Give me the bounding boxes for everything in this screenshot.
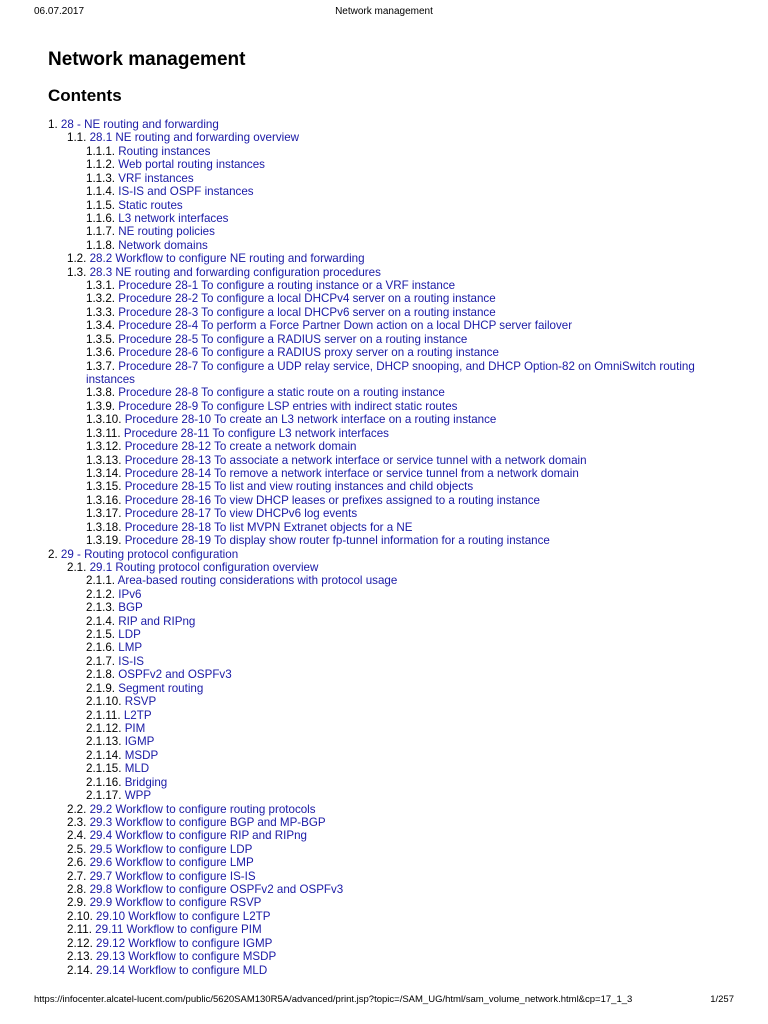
toc-entry: [48, 923, 738, 936]
toc-entry-number: 2.6.: [67, 856, 87, 870]
toc-entry-link[interactable]: WPP: [124, 789, 152, 803]
toc-entry-number: 2.1.7.: [86, 654, 116, 668]
toc-entry: [48, 668, 738, 681]
toc-entry: [48, 776, 738, 789]
toc-entry: [48, 615, 738, 628]
toc-entry-number: 2.1.13.: [86, 735, 122, 749]
toc-entry-link[interactable]: Procedure 28-8 To configure a static route on a routing instance: [118, 386, 445, 400]
toc-entry-link[interactable]: Area-based routing considerations with protocol usage: [117, 574, 398, 588]
toc-entry-number: 1.1.2.: [86, 158, 116, 172]
toc-entry-link[interactable]: 28.2 Workflow to configure NE routing and forwarding: [89, 252, 365, 266]
toc-entry: [48, 950, 738, 963]
toc-entry: [48, 803, 738, 816]
toc-entry-number: 2.4.: [67, 829, 87, 843]
toc-entry-number: 2.10.: [67, 909, 93, 923]
toc-entry: [48, 548, 738, 561]
toc-entry: [48, 185, 738, 198]
toc-entry-link[interactable]: MLD: [124, 762, 150, 776]
toc-entry-number: 2.1.16.: [86, 775, 122, 789]
toc-entry-number: 1.3.17.: [86, 507, 122, 521]
toc-entry-link[interactable]: BGP: [118, 601, 143, 615]
toc-entry: [48, 346, 738, 359]
page-number: 1/257: [710, 994, 734, 1005]
table-of-contents: [48, 118, 738, 977]
toc-entry-link[interactable]: 28.3 NE routing and forwarding configuration procedures: [89, 265, 381, 279]
toc-entry: [48, 400, 738, 413]
toc-entry: [48, 762, 738, 775]
toc-entry: [48, 574, 738, 587]
toc-entry: [48, 172, 738, 185]
toc-entry-link[interactable]: Procedure 28-15 To list and view routing instances and child objects: [124, 480, 474, 494]
toc-entry-link[interactable]: Procedure 28-17 To view DHCPv6 log events: [124, 507, 358, 521]
contents-heading: Contents: [48, 86, 122, 105]
toc-entry-link[interactable]: 29.12 Workflow to configure IGMP: [96, 936, 273, 950]
toc-entry: [48, 910, 738, 923]
toc-entry-number: 1.3.: [67, 265, 87, 279]
toc-entry-number: 2.12.: [67, 936, 93, 950]
toc-entry-number: 1.3.14.: [86, 466, 122, 480]
toc-entry: [48, 588, 738, 601]
toc-entry: [48, 118, 738, 131]
toc-entry-link[interactable]: VRF instances: [118, 171, 194, 185]
toc-entry-number: 1.3.6.: [86, 346, 116, 360]
toc-entry: [48, 735, 738, 748]
toc-entry-link[interactable]: Procedure 28-1 To configure a routing instance or a VRF instance: [118, 279, 456, 293]
toc-entry-link[interactable]: 29.8 Workflow to configure OSPFv2 and OSPFv3: [89, 883, 344, 897]
page-title: Network management: [48, 49, 246, 70]
toc-entry: [48, 883, 738, 896]
toc-entry: [48, 467, 738, 480]
toc-entry-link[interactable]: Procedure 28-12 To create a network domain: [124, 440, 357, 454]
toc-entry: [48, 843, 738, 856]
toc-entry-link[interactable]: Procedure 28-16 To view DHCP leases or prefixes assigned to a routing instance: [124, 493, 540, 507]
toc-entry-link[interactable]: Procedure 28-6 To configure a RADIUS proxy server on a routing instance: [118, 346, 499, 360]
toc-entry-link[interactable]: Procedure 28-19 To display show router fp-tunnel information for a routing instance: [124, 534, 550, 548]
toc-entry-number: 2.14.: [67, 963, 93, 977]
print-header-title: Network management: [335, 6, 433, 17]
toc-entry-number: 2.5.: [67, 842, 87, 856]
toc-entry: [48, 454, 738, 467]
toc-entry-number: 1.3.5.: [86, 332, 116, 346]
toc-entry-link[interactable]: Procedure 28-4 To perform a Force Partner Down action on a local DHCP server failover: [118, 319, 573, 333]
toc-entry-number: 2.1.12.: [86, 721, 122, 735]
toc-entry-link[interactable]: LMP: [118, 641, 143, 655]
toc-entry-link[interactable]: Procedure 28-18 To list MVPN Extranet objects for a NE: [124, 520, 413, 534]
toc-entry-link[interactable]: 29.9 Workflow to configure RSVP: [89, 896, 262, 910]
toc-entry: [48, 131, 738, 144]
toc-entry: [48, 306, 738, 319]
toc-entry-number: 1.1.5.: [86, 198, 116, 212]
print-footer: [0, 992, 768, 1008]
toc-entry: [48, 266, 738, 279]
toc-entry: [48, 440, 738, 453]
toc-entry-link[interactable]: NE routing policies: [118, 225, 215, 239]
toc-entry: [48, 225, 738, 238]
toc-entry-link[interactable]: 29.6 Workflow to configure LMP: [89, 856, 254, 870]
toc-entry: [48, 360, 738, 387]
toc-entry: [48, 628, 738, 641]
toc-entry-number: 2.2.: [67, 802, 87, 816]
toc-entry-link[interactable]: Procedure 28-11 To configure L3 network interfaces: [123, 426, 389, 440]
toc-entry-number: 1.3.12.: [86, 440, 122, 454]
toc-entry-number: 2.: [48, 547, 58, 561]
toc-entry-link[interactable]: Bridging: [124, 775, 168, 789]
toc-entry-number: 2.1.3.: [86, 601, 116, 615]
toc-entry-number: 2.3.: [67, 815, 87, 829]
toc-entry: [48, 413, 738, 426]
toc-entry-number: 2.13.: [67, 950, 93, 964]
toc-entry-link[interactable]: 29.1 Routing protocol configuration overview: [89, 560, 319, 574]
toc-entry: [48, 789, 738, 802]
toc-entry: [48, 239, 738, 252]
toc-entry: [48, 158, 738, 171]
toc-entry: [48, 709, 738, 722]
toc-entry-number: 2.9.: [67, 896, 87, 910]
toc-entry-number: 1.1.4.: [86, 185, 116, 199]
toc-entry-link[interactable]: Web portal routing instances: [118, 158, 265, 172]
toc-entry-link[interactable]: 29.7 Workflow to configure IS-IS: [89, 869, 256, 883]
toc-entry: [48, 494, 738, 507]
toc-entry-link[interactable]: 28 - NE routing and forwarding: [60, 118, 219, 131]
toc-entry-link[interactable]: 29.11 Workflow to configure PIM: [95, 923, 262, 937]
toc-entry-number: 1.3.3.: [86, 305, 116, 319]
toc-entry: [48, 829, 738, 842]
toc-entry: [48, 601, 738, 614]
toc-entry: [48, 319, 738, 332]
toc-entry-link[interactable]: RIP and RIPng: [118, 614, 196, 628]
toc-entry-link[interactable]: IS-IS: [118, 654, 145, 668]
toc-entry-link[interactable]: RSVP: [124, 695, 157, 709]
toc-entry-number: 1.3.2.: [86, 292, 116, 306]
toc-entry-link[interactable]: Procedure 28-13 To associate a network interface or service tunnel with a network domain: [124, 453, 587, 467]
toc-entry-number: 2.8.: [67, 883, 87, 897]
toc-entry-link[interactable]: Procedure 28-10 To create an L3 network interface on a routing instance: [124, 413, 497, 427]
toc-entry: [48, 682, 738, 695]
toc-entry-number: 1.3.13.: [86, 453, 122, 467]
toc-entry: [48, 292, 738, 305]
toc-entry: [48, 427, 738, 440]
toc-entry-number: 1.1.3.: [86, 171, 116, 185]
toc-entry: [48, 521, 738, 534]
toc-entry-number: 1.3.4.: [86, 319, 116, 333]
toc-entry: [48, 507, 738, 520]
toc-entry-number: 2.1.14.: [86, 748, 122, 762]
toc-entry-link[interactable]: 29.5 Workflow to configure LDP: [89, 842, 253, 856]
page-url: https://infocenter.alcatel-lucent.com/public/5620SAM130R5A/advanced/print.jsp?topic=/SAM_UG/html/sam_volume_network.html&cp=17_1_3: [34, 994, 633, 1005]
toc-entry: [48, 856, 738, 869]
toc-entry-link[interactable]: Network domains: [118, 238, 208, 252]
toc-entry-number: 1.1.8.: [86, 238, 116, 252]
toc-entry: [48, 749, 738, 762]
toc-entry-link[interactable]: L3 network interfaces: [118, 211, 229, 225]
toc-entry-link[interactable]: Procedure 28-7 To configure a UDP relay service, DHCP snooping, and DHCP Option-82 on OmniSwitch routing instances: [86, 359, 695, 387]
toc-entry-number: 1.3.10.: [86, 413, 122, 427]
toc-entry-link[interactable]: IS-IS and OSPF instances: [118, 185, 254, 199]
toc-entry-number: 1.1.7.: [86, 225, 116, 239]
toc-entry-link[interactable]: Procedure 28-9 To configure LSP entries with indirect static routes: [118, 399, 458, 413]
toc-entry-number: 1.3.15.: [86, 480, 122, 494]
toc-entry-link[interactable]: 29.13 Workflow to configure MSDP: [96, 950, 277, 964]
toc-entry-link[interactable]: Procedure 28-2 To configure a local DHCPv4 server on a routing instance: [118, 292, 496, 306]
toc-entry: [48, 937, 738, 950]
toc-entry-link[interactable]: Procedure 28-14 To remove a network interface or service tunnel from a network domain: [124, 466, 579, 480]
toc-entry: [48, 480, 738, 493]
toc-entry-number: 1.1.1.: [86, 144, 116, 158]
toc-entry-number: 1.3.8.: [86, 386, 116, 400]
toc-entry: [48, 655, 738, 668]
toc-entry-number: 1.: [48, 118, 58, 131]
toc-entry-number: 2.1.1.: [86, 574, 116, 588]
toc-entry-link[interactable]: IPv6: [118, 587, 142, 601]
toc-entry-number: 1.3.1.: [86, 279, 116, 293]
toc-entry-number: 2.1.11.: [86, 708, 121, 722]
toc-entry: [48, 333, 738, 346]
toc-entry-number: 1.3.11.: [86, 426, 121, 440]
toc-entry-number: 1.3.16.: [86, 493, 122, 507]
toc-entry-link[interactable]: Routing instances: [118, 144, 211, 158]
toc-entry-number: 1.3.18.: [86, 520, 122, 534]
toc-entry-number: 2.1.2.: [86, 587, 116, 601]
toc-entry: [48, 252, 738, 265]
toc-entry-link[interactable]: 29.2 Workflow to configure routing protocols: [89, 802, 316, 816]
toc-entry-link[interactable]: 29.4 Workflow to configure RIP and RIPng: [89, 829, 307, 843]
toc-entry-number: 2.1.4.: [86, 614, 116, 628]
toc-entry-link[interactable]: L2TP: [123, 708, 152, 722]
toc-entry: [48, 212, 738, 225]
toc-entry-number: 2.7.: [67, 869, 87, 883]
toc-entry-link[interactable]: IGMP: [124, 735, 155, 749]
toc-entry-link[interactable]: 29 - Routing protocol configuration: [60, 547, 239, 561]
toc-entry-link[interactable]: Procedure 28-5 To configure a RADIUS server on a routing instance: [118, 332, 468, 346]
toc-entry-number: 1.3.19.: [86, 534, 122, 548]
toc-entry-number: 2.1.5.: [86, 628, 116, 642]
toc-entry-number: 2.1.10.: [86, 695, 122, 709]
toc-entry-link[interactable]: OSPFv2 and OSPFv3: [118, 668, 232, 682]
toc-entry-link[interactable]: Static routes: [118, 198, 183, 212]
toc-entry: [48, 896, 738, 909]
toc-entry-number: 1.2.: [67, 252, 87, 266]
toc-entry: [48, 145, 738, 158]
toc-entry-number: 2.1.: [67, 560, 87, 574]
toc-entry: [48, 722, 738, 735]
toc-entry-number: 2.1.8.: [86, 668, 116, 682]
toc-entry: [48, 816, 738, 829]
toc-entry-number: 1.1.: [67, 131, 87, 145]
toc-entry: [48, 964, 738, 977]
toc-entry: [48, 641, 738, 654]
toc-entry: [48, 279, 738, 292]
toc-entry: [48, 199, 738, 212]
print-header: [0, 0, 768, 20]
toc-entry-number: 2.1.15.: [86, 762, 122, 776]
toc-entry-link[interactable]: 29.14 Workflow to configure MLD: [96, 963, 268, 977]
toc-entry: [48, 534, 738, 547]
toc-entry-link[interactable]: 29.10 Workflow to configure L2TP: [96, 909, 271, 923]
toc-entry-link[interactable]: Segment routing: [118, 681, 204, 695]
toc-entry-link[interactable]: 29.3 Workflow to configure BGP and MP-BGP: [89, 815, 326, 829]
toc-entry-link[interactable]: 28.1 NE routing and forwarding overview: [89, 131, 300, 145]
toc-entry-number: 2.11.: [67, 923, 92, 937]
toc-entry: [48, 870, 738, 883]
toc-entry-link[interactable]: Procedure 28-3 To configure a local DHCPv6 server on a routing instance: [118, 305, 496, 319]
toc-entry-number: 1.3.7.: [86, 359, 116, 373]
toc-entry-number: 2.1.6.: [86, 641, 116, 655]
toc-entry: [48, 386, 738, 399]
toc-entry-number: 2.1.9.: [86, 681, 116, 695]
toc-entry: [48, 561, 738, 574]
toc-entry-number: 1.1.6.: [86, 211, 116, 225]
toc-entry-link[interactable]: LDP: [118, 628, 141, 642]
toc-entry-number: 1.3.9.: [86, 399, 116, 413]
toc-entry: [48, 695, 738, 708]
toc-entry-link[interactable]: MSDP: [124, 748, 159, 762]
toc-entry-link[interactable]: PIM: [124, 721, 146, 735]
toc-entry-number: 2.1.17.: [86, 789, 122, 803]
print-date: 06.07.2017: [34, 6, 85, 17]
